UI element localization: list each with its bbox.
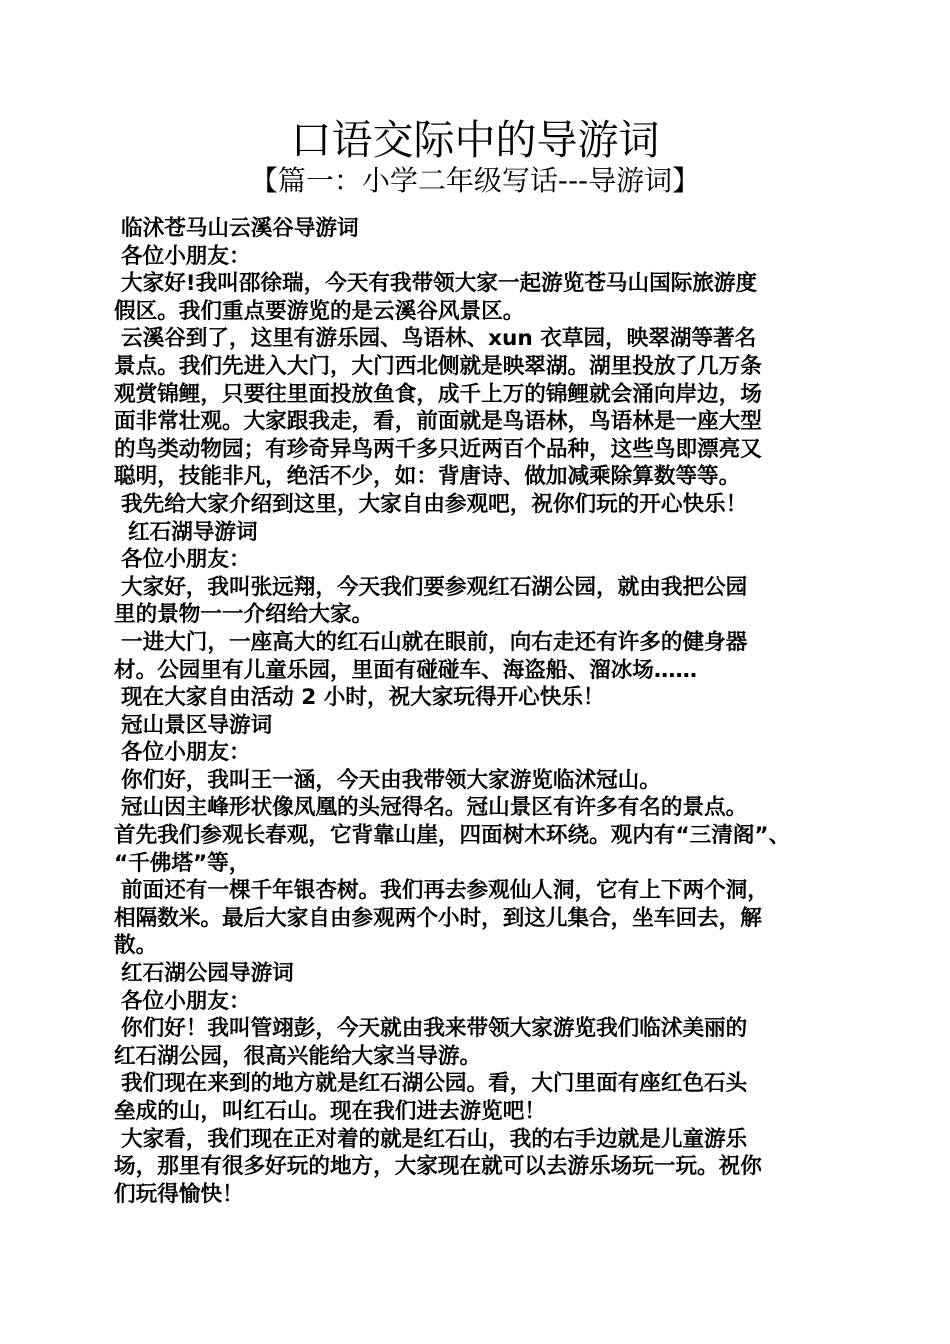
section-heading: 红石湖公园导游词 xyxy=(121,961,294,987)
text-line: 面非常壮观。大家跟我走，看，前面就是鸟语林，鸟语林是一座大型 xyxy=(114,409,762,435)
document-title: 口语交际中的导游词 xyxy=(290,116,660,164)
text-line: 红石湖公园，很高兴能给大家当导游。 xyxy=(114,1043,482,1069)
text-line: 们玩得愉快！ xyxy=(114,1181,244,1207)
text-line: 你们好，我叫王一涵，今天由我带领大家游览临沭冠山。 xyxy=(121,767,661,793)
text-line: 云溪谷到了，这里有游乐园、鸟语林、xun 衣草园，映翠湖等著名 xyxy=(121,326,757,352)
text-line: 大家看，我们现在正对着的就是红石山，我的右手边就是儿童游乐 xyxy=(121,1126,748,1152)
document-subtitle: 【篇一：小学二年级写话---导游词】 xyxy=(249,164,701,197)
text-line: 假区。我们重点要游览的是云溪谷风景区。 xyxy=(114,298,525,324)
text-line: 大家好，我叫张远翔，今天我们要参观红石湖公园，就由我把公园 xyxy=(121,574,748,600)
text-line: 场，那里有很多好玩的地方，大家现在就可以去游乐场玩一玩。祝你 xyxy=(114,1154,762,1180)
text-line: 一进大门，一座高大的红石山就在眼前，向右走还有许多的健身器 xyxy=(121,629,748,655)
document-body xyxy=(114,215,840,1208)
text-line: 的鸟类动物园；有珍奇异鸟两千多只近两百个品种，这些鸟即漂亮又 xyxy=(114,436,762,462)
text-line: 现在大家自由活动 2 小时，祝大家玩得开心快乐！ xyxy=(121,685,605,711)
text-line: “千佛塔”等， xyxy=(114,850,251,876)
section-heading: 红石湖导游词 xyxy=(128,519,258,545)
text-line: 你们好！我叫管翊彭，今天就由我来带领大家游览我们临沭美丽的 xyxy=(121,1016,748,1042)
greeting-line: 各位小朋友： xyxy=(121,740,251,766)
text-line: 观赏锦鲤，只要往里面投放鱼食，成千上万的锦鲤就会涌向岸边，场 xyxy=(114,381,762,407)
section-heading: 临沭苍马山云溪谷导游词 xyxy=(121,216,359,241)
greeting-line: 各位小朋友： xyxy=(121,988,251,1014)
text-line: 材。公园里有儿童乐园，里面有碰碰车、海盗船、溜冰场…… xyxy=(114,657,698,683)
text-line: 相隔数米。最后大家自由参观两个小时，到这儿集合，坐车回去，解 xyxy=(114,905,762,931)
greeting-line: 各位小朋友： xyxy=(121,547,251,573)
text-line: 大家好!我叫邵徐瑞，今天有我带领大家一起游览苍马山国际旅游度 xyxy=(121,271,758,297)
text-line: 聪明，技能非凡，绝活不少，如：背唐诗、做加减乘除算数等等。 xyxy=(114,464,741,490)
greeting-line: 各位小朋友： xyxy=(121,243,251,269)
text-line: 前面还有一棵千年银杏树。我们再去参观仙人洞，它有上下两个洞， xyxy=(121,878,769,904)
text-line: 散。 xyxy=(114,933,158,959)
text-line: 里的景物一一介绍给大家。 xyxy=(114,602,374,628)
text-line: 我先给大家介绍到这里，大家自由参观吧，祝你们玩的开心快乐！ xyxy=(121,491,748,517)
section-heading: 冠山景区导游词 xyxy=(121,712,273,738)
text-line: 首先我们参观长春观，它背靠山崖，四面树木环绕。观内有“三清阁”、 xyxy=(114,823,791,849)
text-line: 景点。我们先进入大门，大门西北侧就是映翠湖。湖里投放了几万条 xyxy=(114,353,762,379)
text-line: 我们现在来到的地方就是红石湖公园。看，大门里面有座红色石头 xyxy=(121,1071,748,1097)
text-line: 垒成的山，叫红石山。现在我们进去游览吧！ xyxy=(114,1099,546,1124)
text-line: 冠山因主峰形状像凤凰的头冠得名。冠山景区有许多有名的景点。 xyxy=(121,795,748,821)
